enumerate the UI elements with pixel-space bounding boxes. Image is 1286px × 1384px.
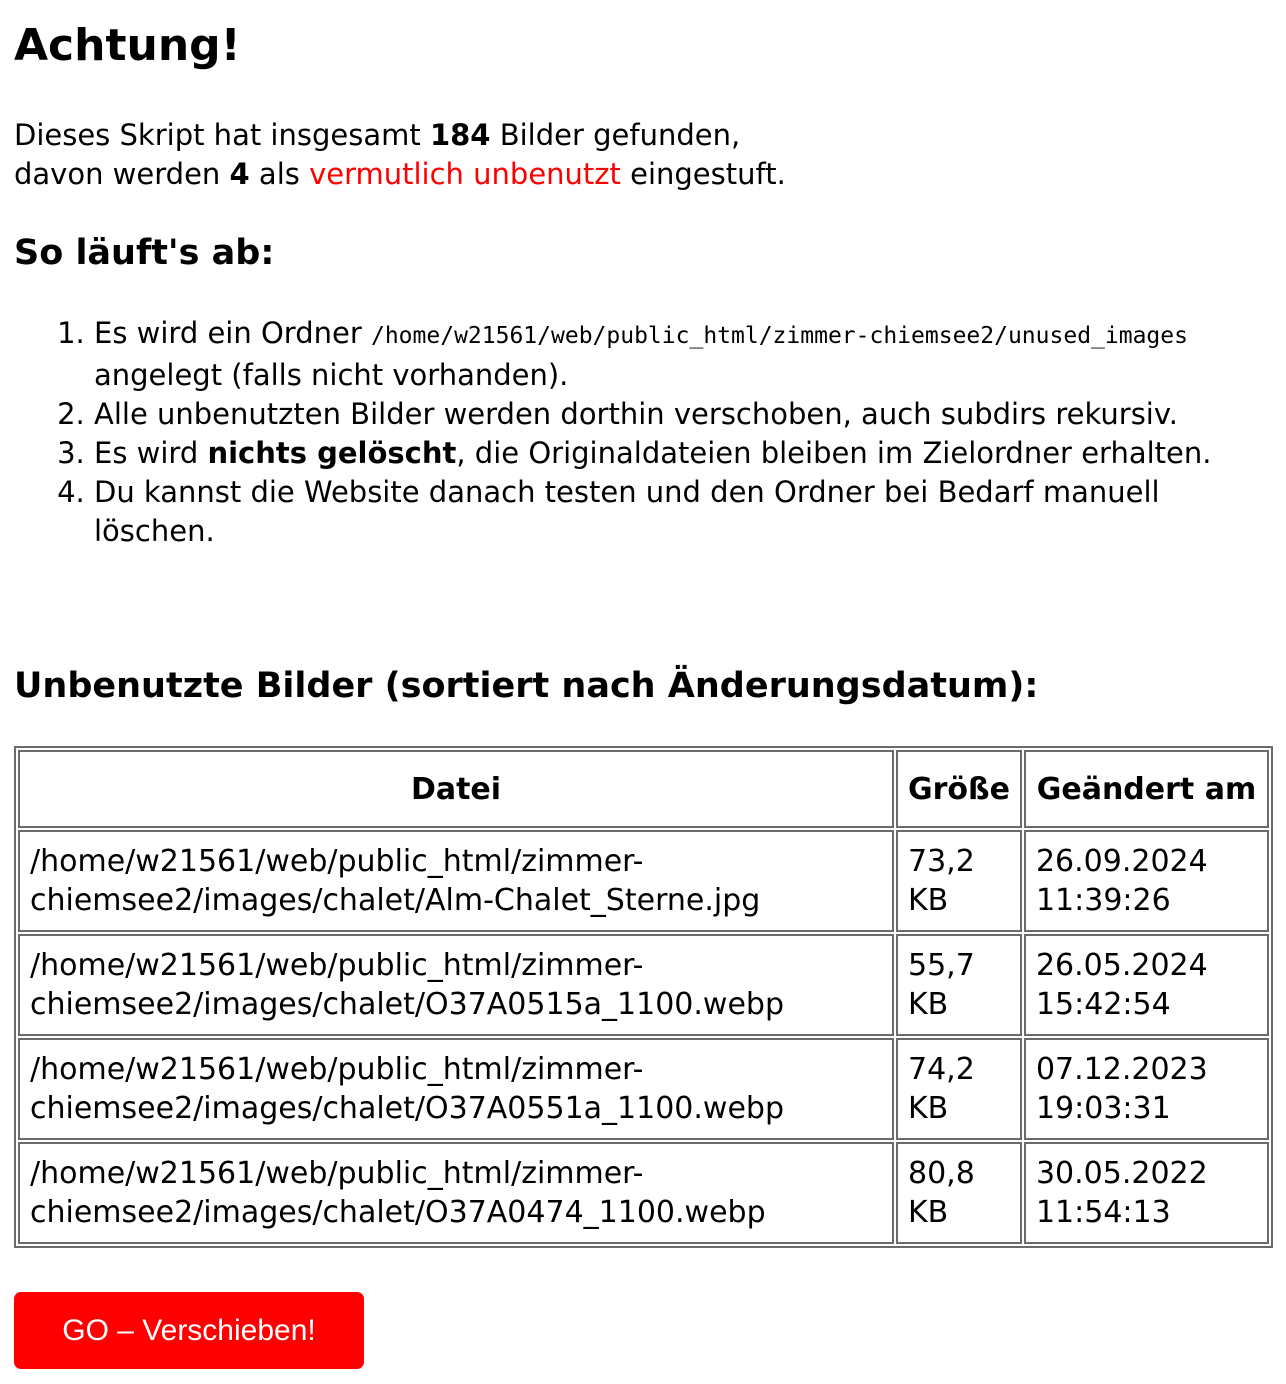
step-text: Du kannst die Website danach testen und den Ordner bei Bedarf manuell löschen. [94,475,1160,548]
step-text: angelegt (falls nicht vorhanden). [94,358,569,392]
changed-date-cell: 30.05.2022 11:54:13 [1024,1142,1269,1244]
table-row [18,1038,1269,1140]
changed-date-cell: 26.05.2024 15:42:54 [1024,934,1269,1036]
unused-images-table [14,746,1273,1248]
table-row [18,830,1269,932]
folder-path: /home/w21561/web/public_html/zimmer-chiemsee2/unused_images [370,323,1188,349]
unused-highlight: vermutlich unbenutzt [309,157,621,191]
changed-date-cell: 07.12.2023 19:03:31 [1024,1038,1269,1140]
table-heading: Unbenutzte Bilder (sortiert nach Änderungsdatum): [14,666,1039,706]
intro-text [14,116,786,194]
step-item [94,473,1284,551]
file-size-cell: 80,8 KB [896,1142,1022,1244]
step-emphasis: nichts gelöscht [207,436,457,470]
go-move-button[interactable]: GO – Verschieben! [14,1292,364,1369]
intro-line2-middle: als [249,157,310,191]
intro-line2-suffix: eingestuft. [620,157,786,191]
changed-date-cell: 26.09.2024 11:39:26 [1024,830,1269,932]
file-size-cell: 74,2 KB [896,1038,1022,1140]
step-item [94,395,1284,434]
total-count: 184 [429,118,491,152]
table-row [18,1142,1269,1244]
intro-line2-prefix: davon werden [14,157,230,191]
file-size-cell: 73,2 KB [896,830,1022,932]
step-item [94,314,1284,395]
file-size-cell: 55,7 KB [896,934,1022,1036]
table-header-row [18,750,1269,828]
step-text: , die Originaldateien bleiben im Zielordner erhalten. [456,436,1212,470]
step-item [94,434,1284,473]
step-text: Es wird ein Ordner [94,316,371,350]
steps-list [14,314,1284,551]
intro-line1-prefix: Dieses Skript hat insgesamt [14,118,430,152]
page-title: Achtung! [14,20,241,71]
unused-count: 4 [229,157,250,191]
steps-heading: So läuft's ab: [14,233,275,273]
file-path-cell: /home/w21561/web/public_html/zimmer-chiemsee2/images/chalet/O37A0474_1100.webp [18,1142,894,1244]
file-path-cell: /home/w21561/web/public_html/zimmer-chiemsee2/images/chalet/O37A0515a_1100.webp [18,934,894,1036]
step-text: Alle unbenutzten Bilder werden dorthin verschoben, auch subdirs rekursiv. [94,397,1178,431]
column-header-file: Datei [18,750,894,828]
column-header-size: Größe [896,750,1022,828]
file-path-cell: /home/w21561/web/public_html/zimmer-chiemsee2/images/chalet/Alm-Chalet_Sterne.jpg [18,830,894,932]
intro-line1-suffix: Bilder gefunden, [490,118,741,152]
step-text: Es wird [94,436,208,470]
column-header-changed: Geändert am [1024,750,1269,828]
file-path-cell: /home/w21561/web/public_html/zimmer-chiemsee2/images/chalet/O37A0551a_1100.webp [18,1038,894,1140]
table-row [18,934,1269,1036]
